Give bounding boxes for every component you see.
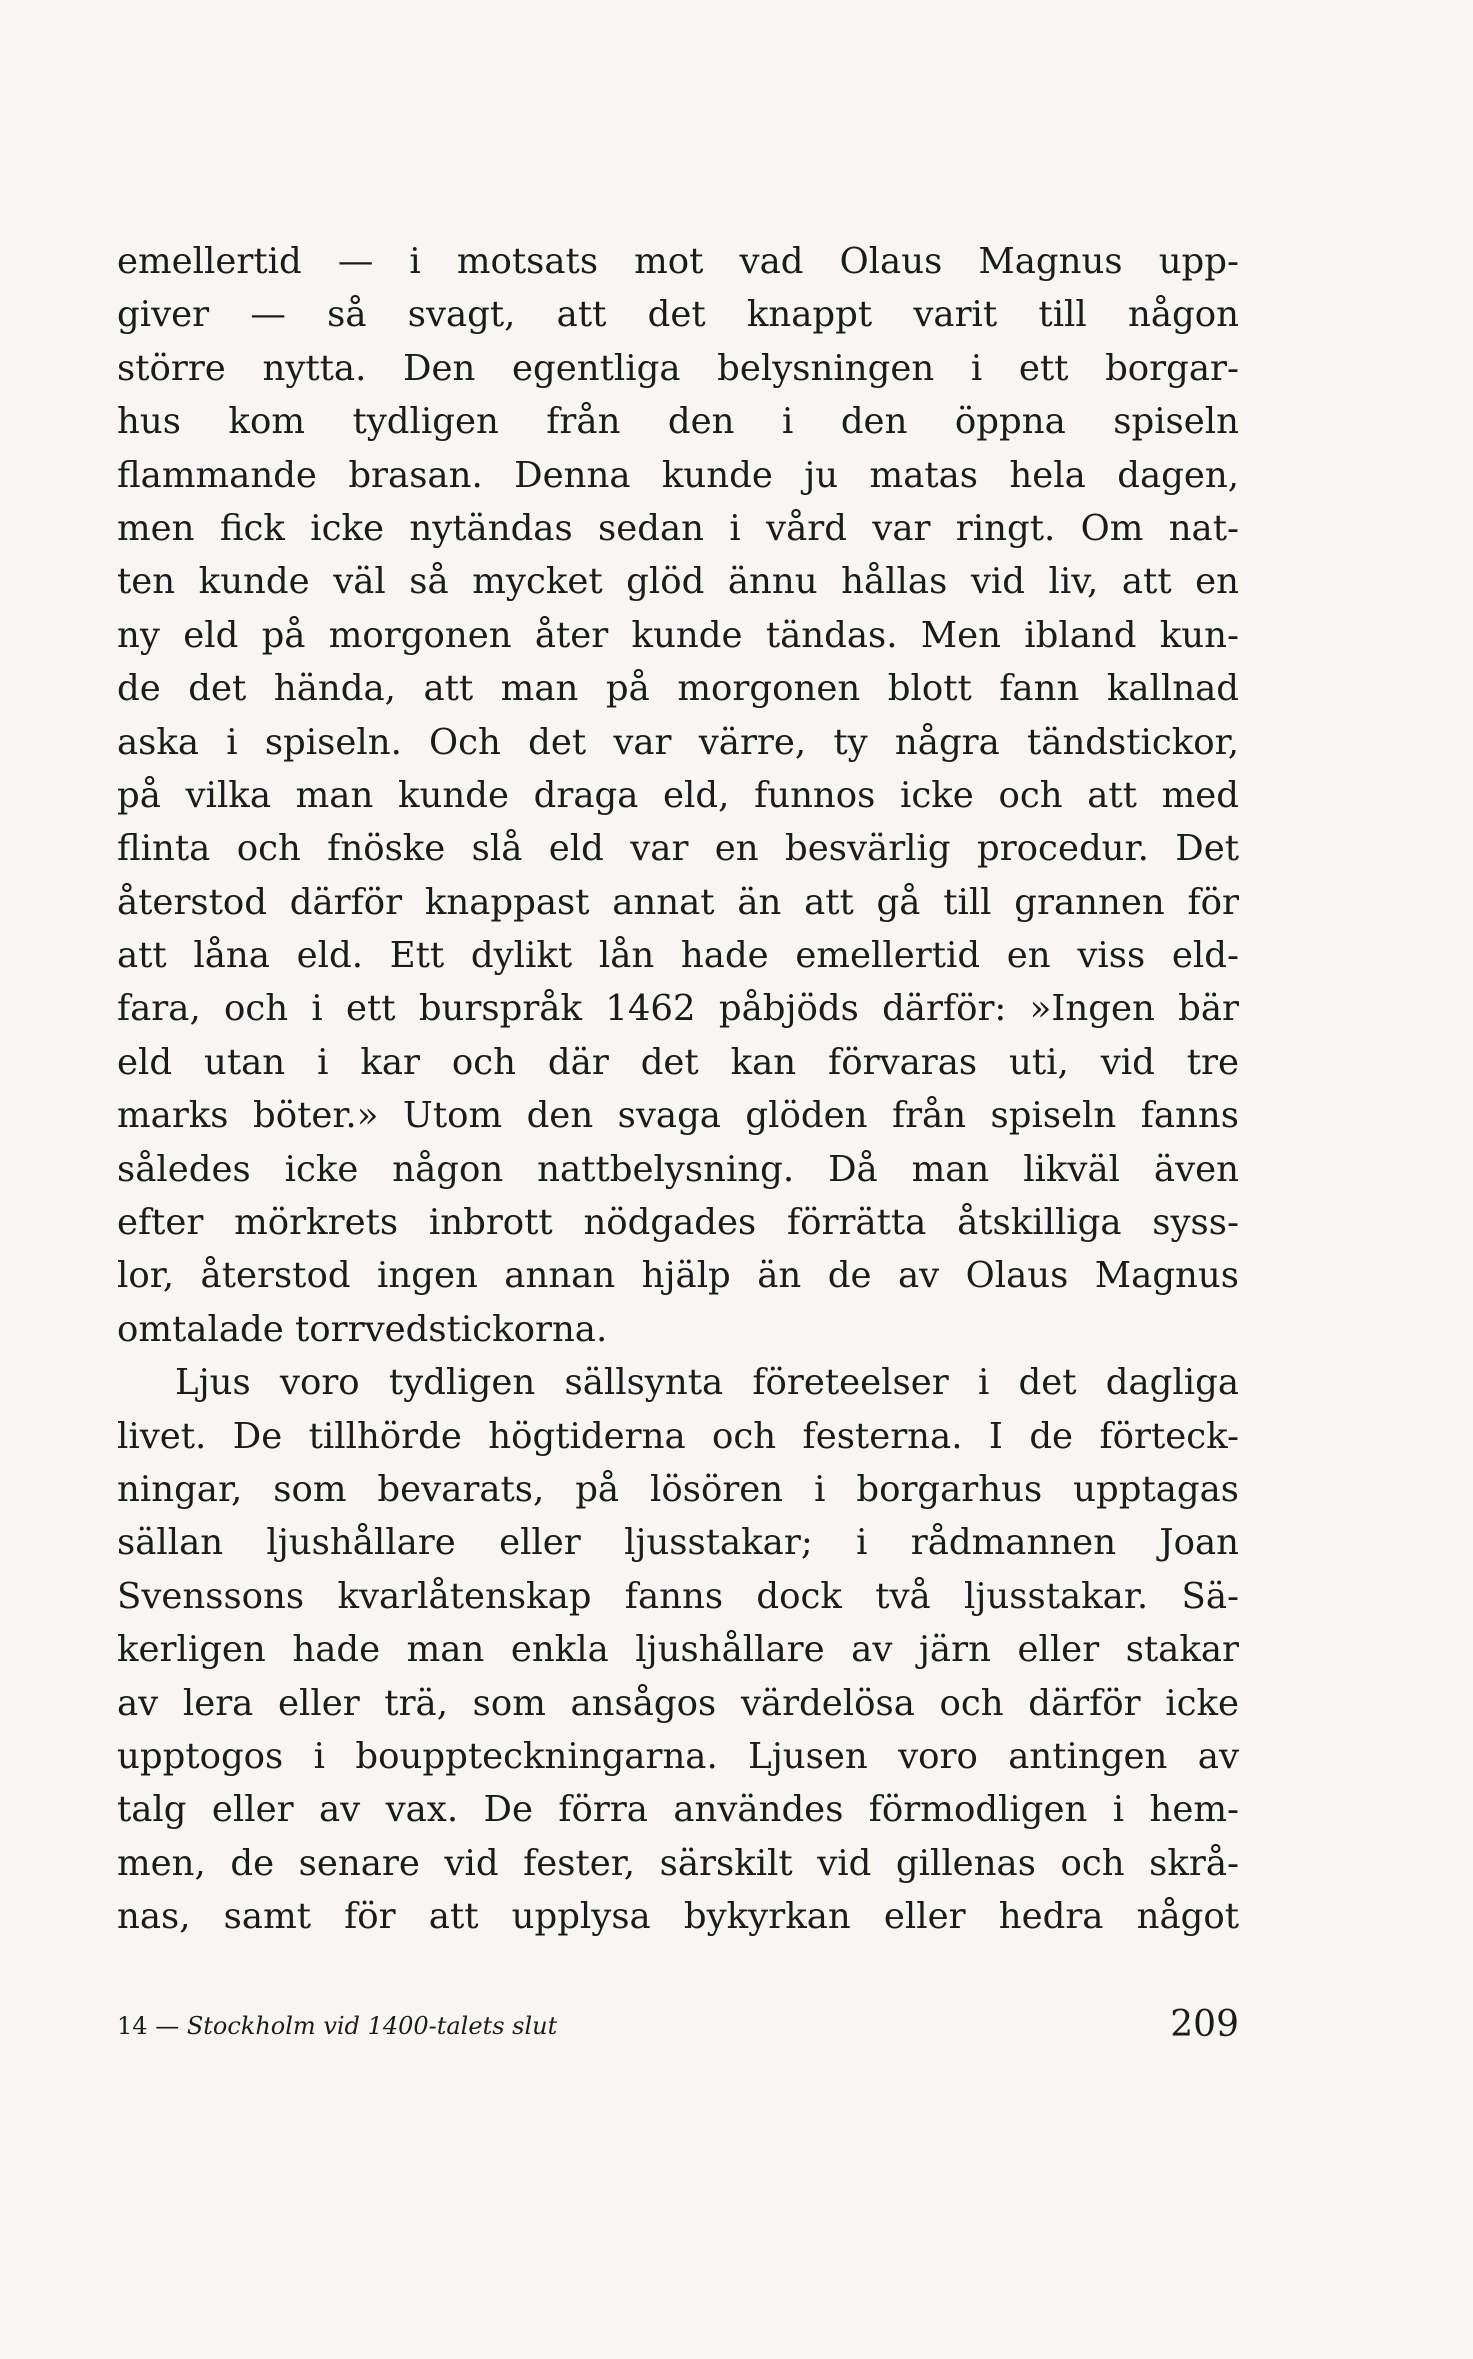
text-line: men fick icke nytändas sedan i vård var ringt. Om nat- xyxy=(117,507,1239,549)
text-line: sällan ljushållare eller ljusstakar; i rådmannen Joan xyxy=(117,1522,1239,1564)
text-line: men, de senare vid fester, särskilt vid gillenas och skrå- xyxy=(117,1842,1239,1884)
text-line: eld utan i kar och där det kan förvaras uti, vid tre xyxy=(117,1041,1239,1083)
footer-dash: — xyxy=(155,2012,180,2040)
printer-signature-mark: 14 xyxy=(117,2012,148,2040)
text-line: hus kom tydligen från den i den öppna spiseln xyxy=(117,401,1239,443)
text-line: ny eld på morgonen åter kunde tändas. Men ibland kun- xyxy=(117,614,1239,656)
text-line: de det hända, att man på morgonen blott fann kallnad xyxy=(117,668,1239,710)
text-line: således icke någon nattbelysning. Då man likväl även xyxy=(117,1148,1239,1190)
page-footer xyxy=(117,1998,1239,2058)
text-line: på vilka man kunde draga eld, funnos icke och att med xyxy=(117,774,1239,816)
text-line: av lera eller trä, som ansågos värdelösa och därför icke xyxy=(117,1682,1239,1724)
text-line: upptogos i bouppteckningarna. Ljusen voro antingen av xyxy=(117,1735,1239,1777)
text-line: ningar, som bevarats, på lösören i borgarhus upptagas xyxy=(117,1468,1239,1510)
text-line: nas, samt för att upplysa bykyrkan eller hedra något xyxy=(117,1896,1239,1938)
page-body-text xyxy=(117,235,1239,1944)
text-line: ten kunde väl så mycket glöd ännu hållas vid liv, att en xyxy=(117,561,1239,603)
page-number: 209 xyxy=(1170,2004,1239,2045)
text-line: lor, återstod ingen annan hjälp än de av Olaus Magnus xyxy=(117,1255,1239,1297)
text-line: talg eller av vax. De förra användes förmodligen i hem- xyxy=(117,1789,1239,1831)
text-line: giver — så svagt, att det knappt varit till någon xyxy=(117,294,1239,336)
text-line: större nytta. Den egentliga belysningen i ett borgar- xyxy=(117,347,1239,389)
text-line: emellertid — i motsats mot vad Olaus Magnus upp- xyxy=(117,241,1239,282)
text-line: att låna eld. Ett dylikt lån hade emellertid en viss eld- xyxy=(117,935,1239,977)
text-line: livet. De tillhörde högtiderna och festerna. I de förteck- xyxy=(117,1415,1239,1457)
text-line: flinta och fnöske slå eld var en besvärlig procedur. Det xyxy=(117,828,1239,870)
text-line: kerligen hade man enkla ljushållare av järn eller stakar xyxy=(117,1629,1239,1671)
text-line: återstod därför knappast annat än att gå till grannen för xyxy=(117,881,1239,923)
text-line: aska i spiseln. Och det var värre, ty några tändstickor, xyxy=(117,721,1239,763)
text-line: Svenssons kvarlåtenskap fanns dock två ljusstakar. Sä- xyxy=(117,1575,1239,1617)
text-line-paragraph-end: omtalade torrvedstickorna. xyxy=(117,1308,608,1350)
text-line: fara, och i ett burspråk 1462 påbjöds därför: »Ingen bär xyxy=(117,988,1239,1030)
text-line: marks böter.» Utom den svaga glöden från spiseln fanns xyxy=(117,1095,1239,1137)
running-book-title: Stockholm vid 1400-talets slut xyxy=(186,2012,558,2040)
text-line-paragraph-start: Ljus voro tydligen sällsynta företeelser i det dagliga xyxy=(175,1362,1239,1404)
footer-signature-line xyxy=(117,2012,557,2040)
text-line: flammande brasan. Denna kunde ju matas hela dagen, xyxy=(117,454,1239,496)
text-line: efter mörkrets inbrott nödgades förrätta åtskilliga syss- xyxy=(117,1202,1239,1244)
